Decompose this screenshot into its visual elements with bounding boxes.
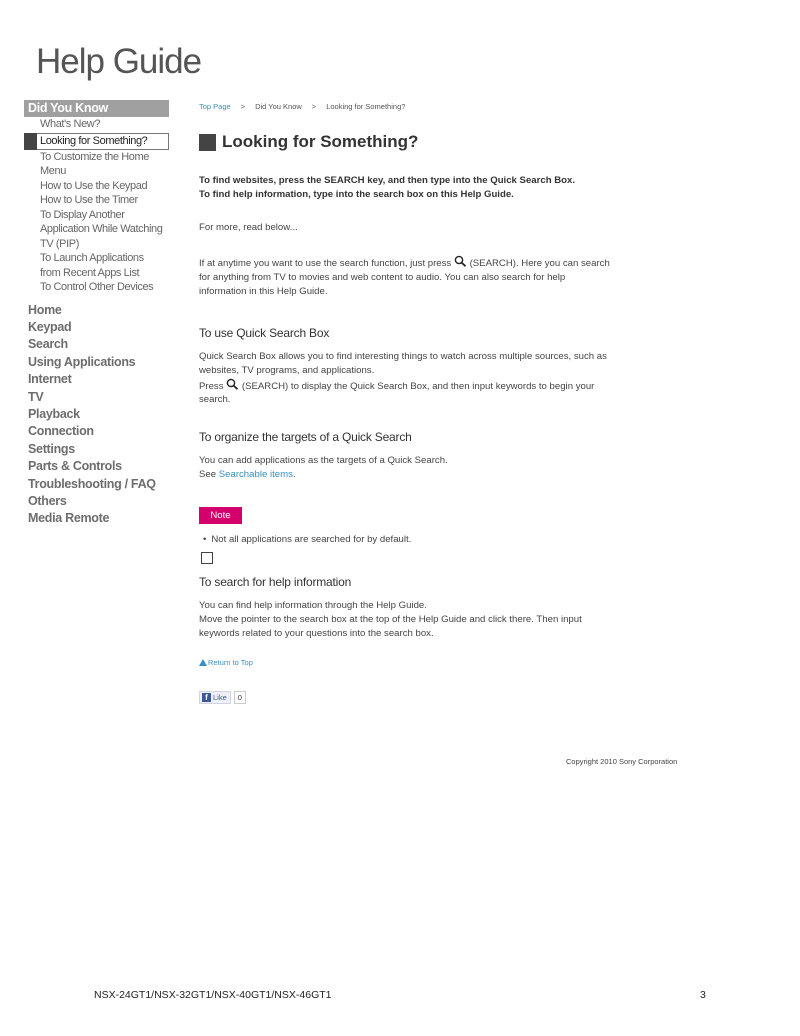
organize-paragraph	[199, 454, 669, 482]
intro-text-d: information in this Help Guide.	[199, 285, 328, 297]
search-icon	[226, 378, 239, 390]
sidebar-subitem-keypad[interactable]: How to Use the Keypad	[40, 179, 148, 192]
main-content	[199, 100, 689, 702]
sidebar-item-troubleshooting[interactable]: Troubleshooting / FAQ	[28, 476, 156, 491]
sidebar-item-parts-controls[interactable]: Parts & Controls	[28, 459, 122, 474]
sidebar-subitem-looking-for-something[interactable]: Looking for Something?	[24, 133, 169, 150]
sidebar-item-internet[interactable]: Internet	[28, 372, 72, 387]
organize-see: See	[199, 468, 217, 480]
facebook-icon: f	[202, 693, 211, 702]
lead-line-2: To find help information, type into the search box on this Help Guide.	[199, 188, 514, 200]
heading-search-help: To search for help information	[199, 575, 352, 589]
page-title	[199, 132, 418, 152]
sidebar-item-others[interactable]: Others	[28, 493, 67, 508]
note-badge: Note	[199, 507, 242, 524]
like-count: 0	[234, 691, 246, 704]
sidebar-subitem-control-devices[interactable]: To Control Other Devices	[40, 281, 154, 293]
like-label: Like	[213, 693, 227, 702]
heading-quick-search-box: To use Quick Search Box	[199, 326, 330, 340]
sidebar-item-playback[interactable]: Playback	[28, 406, 80, 421]
sidebar-item-settings[interactable]: Settings	[28, 441, 75, 456]
searchable-items-link[interactable]: Searchable items	[218, 468, 293, 480]
sidebar-item-tv[interactable]: TV	[28, 389, 44, 404]
sidebar-subitem-recent-apps-cont[interactable]: from Recent Apps List	[40, 266, 140, 279]
sidebar	[24, 100, 170, 528]
title-square-icon	[199, 134, 216, 151]
sidebar-item-using-applications[interactable]: Using Applications	[28, 354, 136, 369]
sidebar-item-keypad[interactable]: Keypad	[28, 319, 72, 334]
page-header-title: Help Guide	[36, 42, 202, 81]
facebook-like-button[interactable]	[199, 691, 231, 704]
breadcrumb	[199, 100, 689, 114]
intro-text-c: for anything from TV to movies and web content to audio. You can also search for help	[199, 271, 566, 283]
search-help-line-1: You can find help information through the Help Guide.	[199, 600, 427, 611]
search-help-line-2: Move the pointer to the search box at the top of the Help Guide and click there. Then input	[199, 613, 582, 625]
intro-text-a: If at anytime you want to use the search function, just press	[199, 258, 452, 269]
sidebar-subitem-whats-new[interactable]: What's New?	[40, 118, 101, 130]
search-help-paragraph	[199, 599, 669, 640]
intro-paragraph	[199, 255, 669, 298]
sidebar-subitem-pip-cont2[interactable]: TV (PIP)	[40, 237, 79, 250]
more-text: For more, read below...	[199, 222, 298, 233]
sidebar-subitem-timer[interactable]: How to Use the Timer	[40, 194, 138, 206]
breadcrumb-separator: >	[311, 102, 317, 111]
return-to-top-label: Return to Top	[208, 658, 253, 667]
quick-search-line-3: (SEARCH) to display the Quick Search Box, and then input keywords to begin your	[241, 380, 595, 392]
quick-search-line-4: search.	[199, 394, 231, 406]
sidebar-item-media-remote[interactable]: Media Remote	[28, 511, 110, 526]
return-to-top-link[interactable]	[199, 658, 253, 667]
sidebar-subitem-pip-cont1[interactable]: Application While Watching	[40, 223, 163, 235]
breadcrumb-did-you-know[interactable]: Did You Know	[255, 102, 302, 111]
sidebar-subitem-pip[interactable]: To Display Another	[40, 208, 125, 221]
sidebar-item-search[interactable]: Search	[28, 337, 68, 352]
lead-text	[199, 174, 575, 201]
quick-search-line-1: Quick Search Box allows you to find interesting things to watch across multiple sources, such as	[199, 351, 607, 362]
sidebar-section-did-you-know[interactable]: Did You Know	[24, 100, 169, 117]
sidebar-sublist	[24, 117, 170, 295]
lead-line-1: To find websites, press the SEARCH key, and then type into the Quick Search Box.	[199, 175, 576, 186]
search-icon	[454, 255, 467, 267]
sidebar-subitem-customize-home-cont[interactable]: Menu	[40, 165, 66, 177]
breadcrumb-separator: >	[240, 102, 246, 111]
search-help-line-3: keywords related to your questions into the search box.	[199, 627, 434, 639]
facebook-like	[199, 691, 246, 704]
note-bullet: • Not all applications are searched for by default.	[203, 534, 411, 545]
quick-search-paragraph	[199, 350, 669, 407]
footer-model-numbers: NSX-24GT1/NSX-32GT1/NSX-40GT1/NSX-46GT1	[94, 989, 332, 1001]
footer-page-number: 3	[700, 989, 706, 1001]
page-title-text: Looking for Something?	[222, 132, 419, 151]
quick-search-line-2: websites, TV programs, and applications.	[199, 364, 375, 376]
intro-text-b: (SEARCH). Here you can search	[469, 258, 610, 269]
organize-line-1: You can add applications as the targets of a Quick Search.	[199, 455, 448, 466]
sidebar-item-connection[interactable]: Connection	[28, 424, 94, 439]
sidebar-subitem-customize-home[interactable]: To Customize the Home	[40, 150, 149, 163]
quick-search-press: Press	[199, 380, 224, 392]
sidebar-main-list	[24, 302, 170, 528]
checkbox[interactable]	[201, 552, 213, 564]
breadcrumb-current: Looking for Something?	[326, 102, 406, 111]
sidebar-item-home[interactable]: Home	[28, 302, 62, 317]
sidebar-subitem-recent-apps[interactable]: To Launch Applications	[40, 252, 144, 264]
heading-organize-targets: To organize the targets of a Quick Search	[199, 430, 412, 444]
up-triangle-icon	[199, 659, 207, 666]
breadcrumb-top-page[interactable]: Top Page	[199, 102, 231, 111]
organize-period: .	[292, 468, 296, 480]
copyright: Copyright 2010 Sony Corporation	[566, 757, 678, 766]
